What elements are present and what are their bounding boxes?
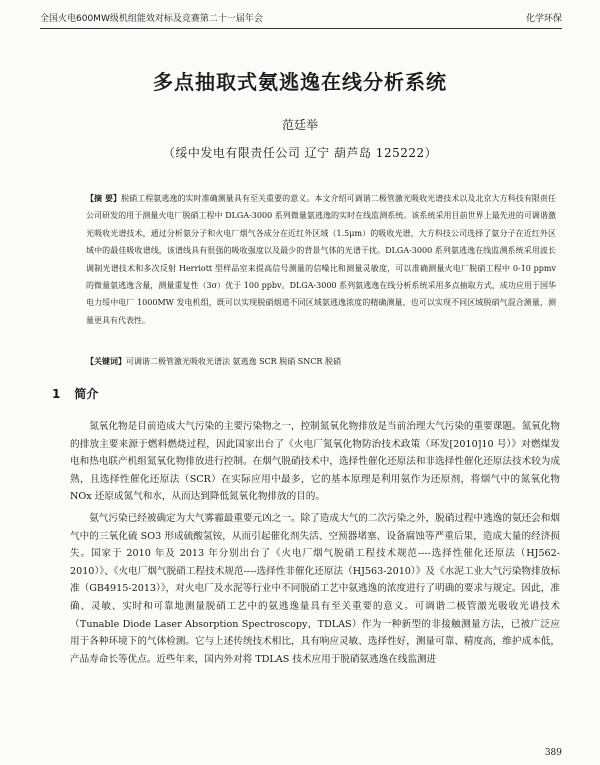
author-affiliation: （绥中发电有限责任公司 辽宁 葫芦岛 125222） bbox=[162, 146, 438, 160]
paragraph: 氮氧化物是目前造成大气污染的主要污染物之一，控制氮氧化物排放是当前治理大气污染的重要课题。氮氧化物的排放主要来源于燃料燃烧过程，因此国家出台了《火电厂氮氧化物防治技术政策（环发[2010]10 号）》对燃煤发电和热电联产机组氮氧化物排放进行控制。在烟气脱硝技术中，选择性催化还原法和非选择性催化还原法技术较为成熟，且选择性催化还原法（SCR）在实际应用中最多，它的基本原理是利用氨作为还原剂，将烟气中的氮氧化物 NOx 还原成氮气和水，从而达到降低氮氧化物排放的目的。 bbox=[70, 421, 560, 503]
keywords-text: 可调谐二极管激光吸收光谱法 氨逃逸 SCR 脱硝 SNCR 脱硝 bbox=[126, 357, 341, 366]
body-text bbox=[70, 418, 560, 668]
paper-author: 范廷举 bbox=[281, 118, 318, 132]
section-number: 1 bbox=[52, 387, 61, 401]
abstract-text: 脱硝工程氨逃逸的实时准确测量具有至关重要的意义。本文介绍可调谐二极管激光吸收光谱技术以及北京大方科技有限责任公司研发的用于测量火电厂脱硝工程中 DLGA-3000 系列微量氨逃逸的实时在线监测系统。该系统采用目前世界上最先进的可调谐激光吸收光谱技术，通过分析氨分子和火电厂烟气各成分在近红外区域（1.5μm）的吸收光谱，大方科技公司选择了氨分子在近红外区域中的最佳吸收谱线，该谱线具有很强的吸收强度以及最少的背景气体的光谱干扰。DLGA-3000 系列氨逃逸在线监测系统采用波长调制光谱技术和多次反射 Herriott 型样品室来提高信号测量的信噪比和测量灵敏度，可以准确测量火电厂脱硝工程中 0-10 ppmv 的微量氨逃逸含量，测量重复性（3σ）优于 100 ppbv。DLGA-3000 系列氨逃逸在线分析系统采用多点抽取方式，成功应用于国华电力绥中电厂 1000MW 发电机组，既可以实现脱硝烟道不同区域氨逃逸浓度的精确测量，也可以实现不同区域脱硝气混合测量，测量更具有代表性。 bbox=[86, 194, 556, 325]
abstract-label: 【摘 要】 bbox=[86, 194, 122, 203]
keywords-label: 【关键词】 bbox=[86, 357, 126, 366]
keywords bbox=[86, 353, 556, 370]
paragraph: 氨气污染已经被确定为大气雾霾最重要元凶之一。除了造成大气的二次污染之外，脱硝过程中逃逸的氨还会和烟气中的三氧化硫 SO3 形成硫酸氢铵，从而引起催化剂失活、空预器堵塞、设备腐蚀等严重后果，造成大量的经济损失。国家于 2010 年及 2013 年分别出台了《火电厂烟气脱硝工程技术规范----选择性催化还原法（HJ562-2010）》、《火电厂烟气脱硝工程技术规范----选择性非催化还原法（HJ563-2010）》及《水泥工业大气污染物排放标准（GB4915-2013）》，对火电厂及水泥等行业中不同脱硝工艺中氨逃逸的浓度进行了明确的要求与规定。因此，准确、灵敏、实时和可靠地测量脱硝工艺中的氨逃逸量具有至关重要的意义。可调谐二极管激光吸收光谱技术（Tunable Diode Laser Absorption Spectroscopy，TDLAS）作为一种新型的非接触测量方法，已被广泛应用于各种环境下的气体检测。它与上述传统技术相比，具有响应灵敏、选择性好，测量可靠、精度高，维护成本低，产品寿命长等优点。近些年来，国内外对将 TDLAS 技术应用于脱硝氨逃逸在线监测进 bbox=[70, 512, 560, 665]
paper-title: 多点抽取式氨逃逸在线分析系统 bbox=[153, 70, 447, 94]
section-label: 化学环保 bbox=[525, 14, 562, 24]
section-title: 简介 bbox=[74, 387, 99, 401]
section-heading bbox=[52, 385, 98, 402]
page-number: 389 bbox=[544, 748, 562, 758]
conference-name: 全国火电600MW级机组能效对标及竞赛第二十一届年会 bbox=[40, 14, 263, 24]
abstract bbox=[86, 190, 556, 329]
running-header bbox=[40, 10, 562, 29]
